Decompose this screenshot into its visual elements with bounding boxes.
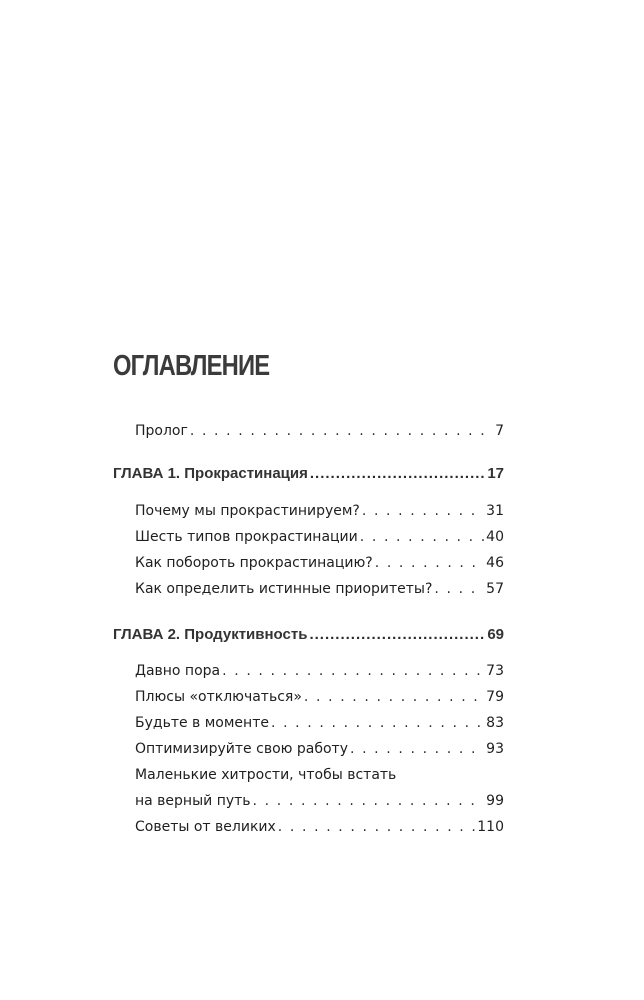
- toc-leader-dots: [304, 686, 484, 708]
- toc-entry[interactable]: [135, 500, 504, 522]
- toc-entry-label: Советы от великих: [135, 819, 276, 835]
- toc-chapter-2[interactable]: [113, 624, 504, 646]
- toc-leader-dots: [362, 500, 484, 522]
- toc-page-number: 40: [486, 529, 504, 545]
- toc-entry-label: Как побороть прокрастинацию?: [135, 555, 373, 571]
- toc-leader-dots: [222, 660, 484, 682]
- toc-chapter-1[interactable]: [113, 463, 504, 485]
- toc-page-number: 93: [486, 741, 504, 757]
- toc-entry-label: Будьте в моменте: [135, 715, 269, 731]
- toc-entry-label: на верный путь: [135, 793, 251, 809]
- toc-page-number: 57: [486, 581, 504, 597]
- toc-entry-prologue[interactable]: [135, 420, 504, 442]
- toc-entry-label: Почему мы прокрастинируем?: [135, 503, 360, 519]
- toc-entry[interactable]: [135, 738, 504, 760]
- toc-page-number: 83: [486, 715, 504, 731]
- toc-page-number: 99: [486, 793, 504, 809]
- toc-page-number: 73: [486, 663, 504, 679]
- toc-entry-label: Пролог: [135, 423, 188, 439]
- toc-entry[interactable]: [135, 552, 504, 574]
- toc-page-number: 110: [477, 819, 504, 835]
- toc-leader-dots: [360, 526, 484, 548]
- toc-entry[interactable]: [135, 686, 504, 708]
- toc-chapter-label: ГЛАВА 2. Продуктивность: [113, 626, 308, 643]
- toc-page-number: 17: [487, 465, 504, 482]
- toc-page-number: 7: [495, 423, 504, 439]
- toc-entry[interactable]: [135, 660, 504, 682]
- toc-entry[interactable]: [135, 526, 504, 548]
- toc-page-number: 79: [486, 689, 504, 705]
- toc-entry-label: Как определить истинные приоритеты?: [135, 581, 433, 597]
- toc-entry[interactable]: [135, 712, 504, 734]
- toc-entry[interactable]: [135, 578, 504, 600]
- toc-leader-dots: [278, 816, 475, 838]
- toc-entry-label: Плюсы «отключаться»: [135, 689, 302, 705]
- toc-entry[interactable]: [135, 816, 504, 838]
- toc-leader-dots: [190, 420, 493, 442]
- toc-leader-dots: [310, 463, 485, 485]
- toc-leader-dots: [309, 624, 485, 646]
- toc-leader-dots: [271, 712, 484, 734]
- toc-leader-dots: [375, 552, 484, 574]
- toc-entry-label: Давно пора: [135, 663, 221, 679]
- toc-leader-dots: [253, 790, 485, 812]
- toc-leader-dots: [434, 578, 484, 600]
- toc-page-number: 31: [486, 503, 504, 519]
- toc-page-number: 46: [486, 555, 504, 571]
- toc-entry-label-line1[interactable]: Маленькие хитрости, чтобы встать: [135, 767, 397, 783]
- toc-chapter-label: ГЛАВА 1. Прокрастинация: [113, 465, 308, 482]
- toc-entry-label: Шесть типов прокрастинации: [135, 529, 358, 545]
- toc-entry[interactable]: [135, 790, 504, 812]
- toc-entry-label: Оптимизируйте свою работу: [135, 741, 348, 757]
- toc-leader-dots: [350, 738, 484, 760]
- toc-page-number: 69: [487, 626, 504, 643]
- page-title: ОГЛАВЛЕНИЕ: [113, 350, 270, 382]
